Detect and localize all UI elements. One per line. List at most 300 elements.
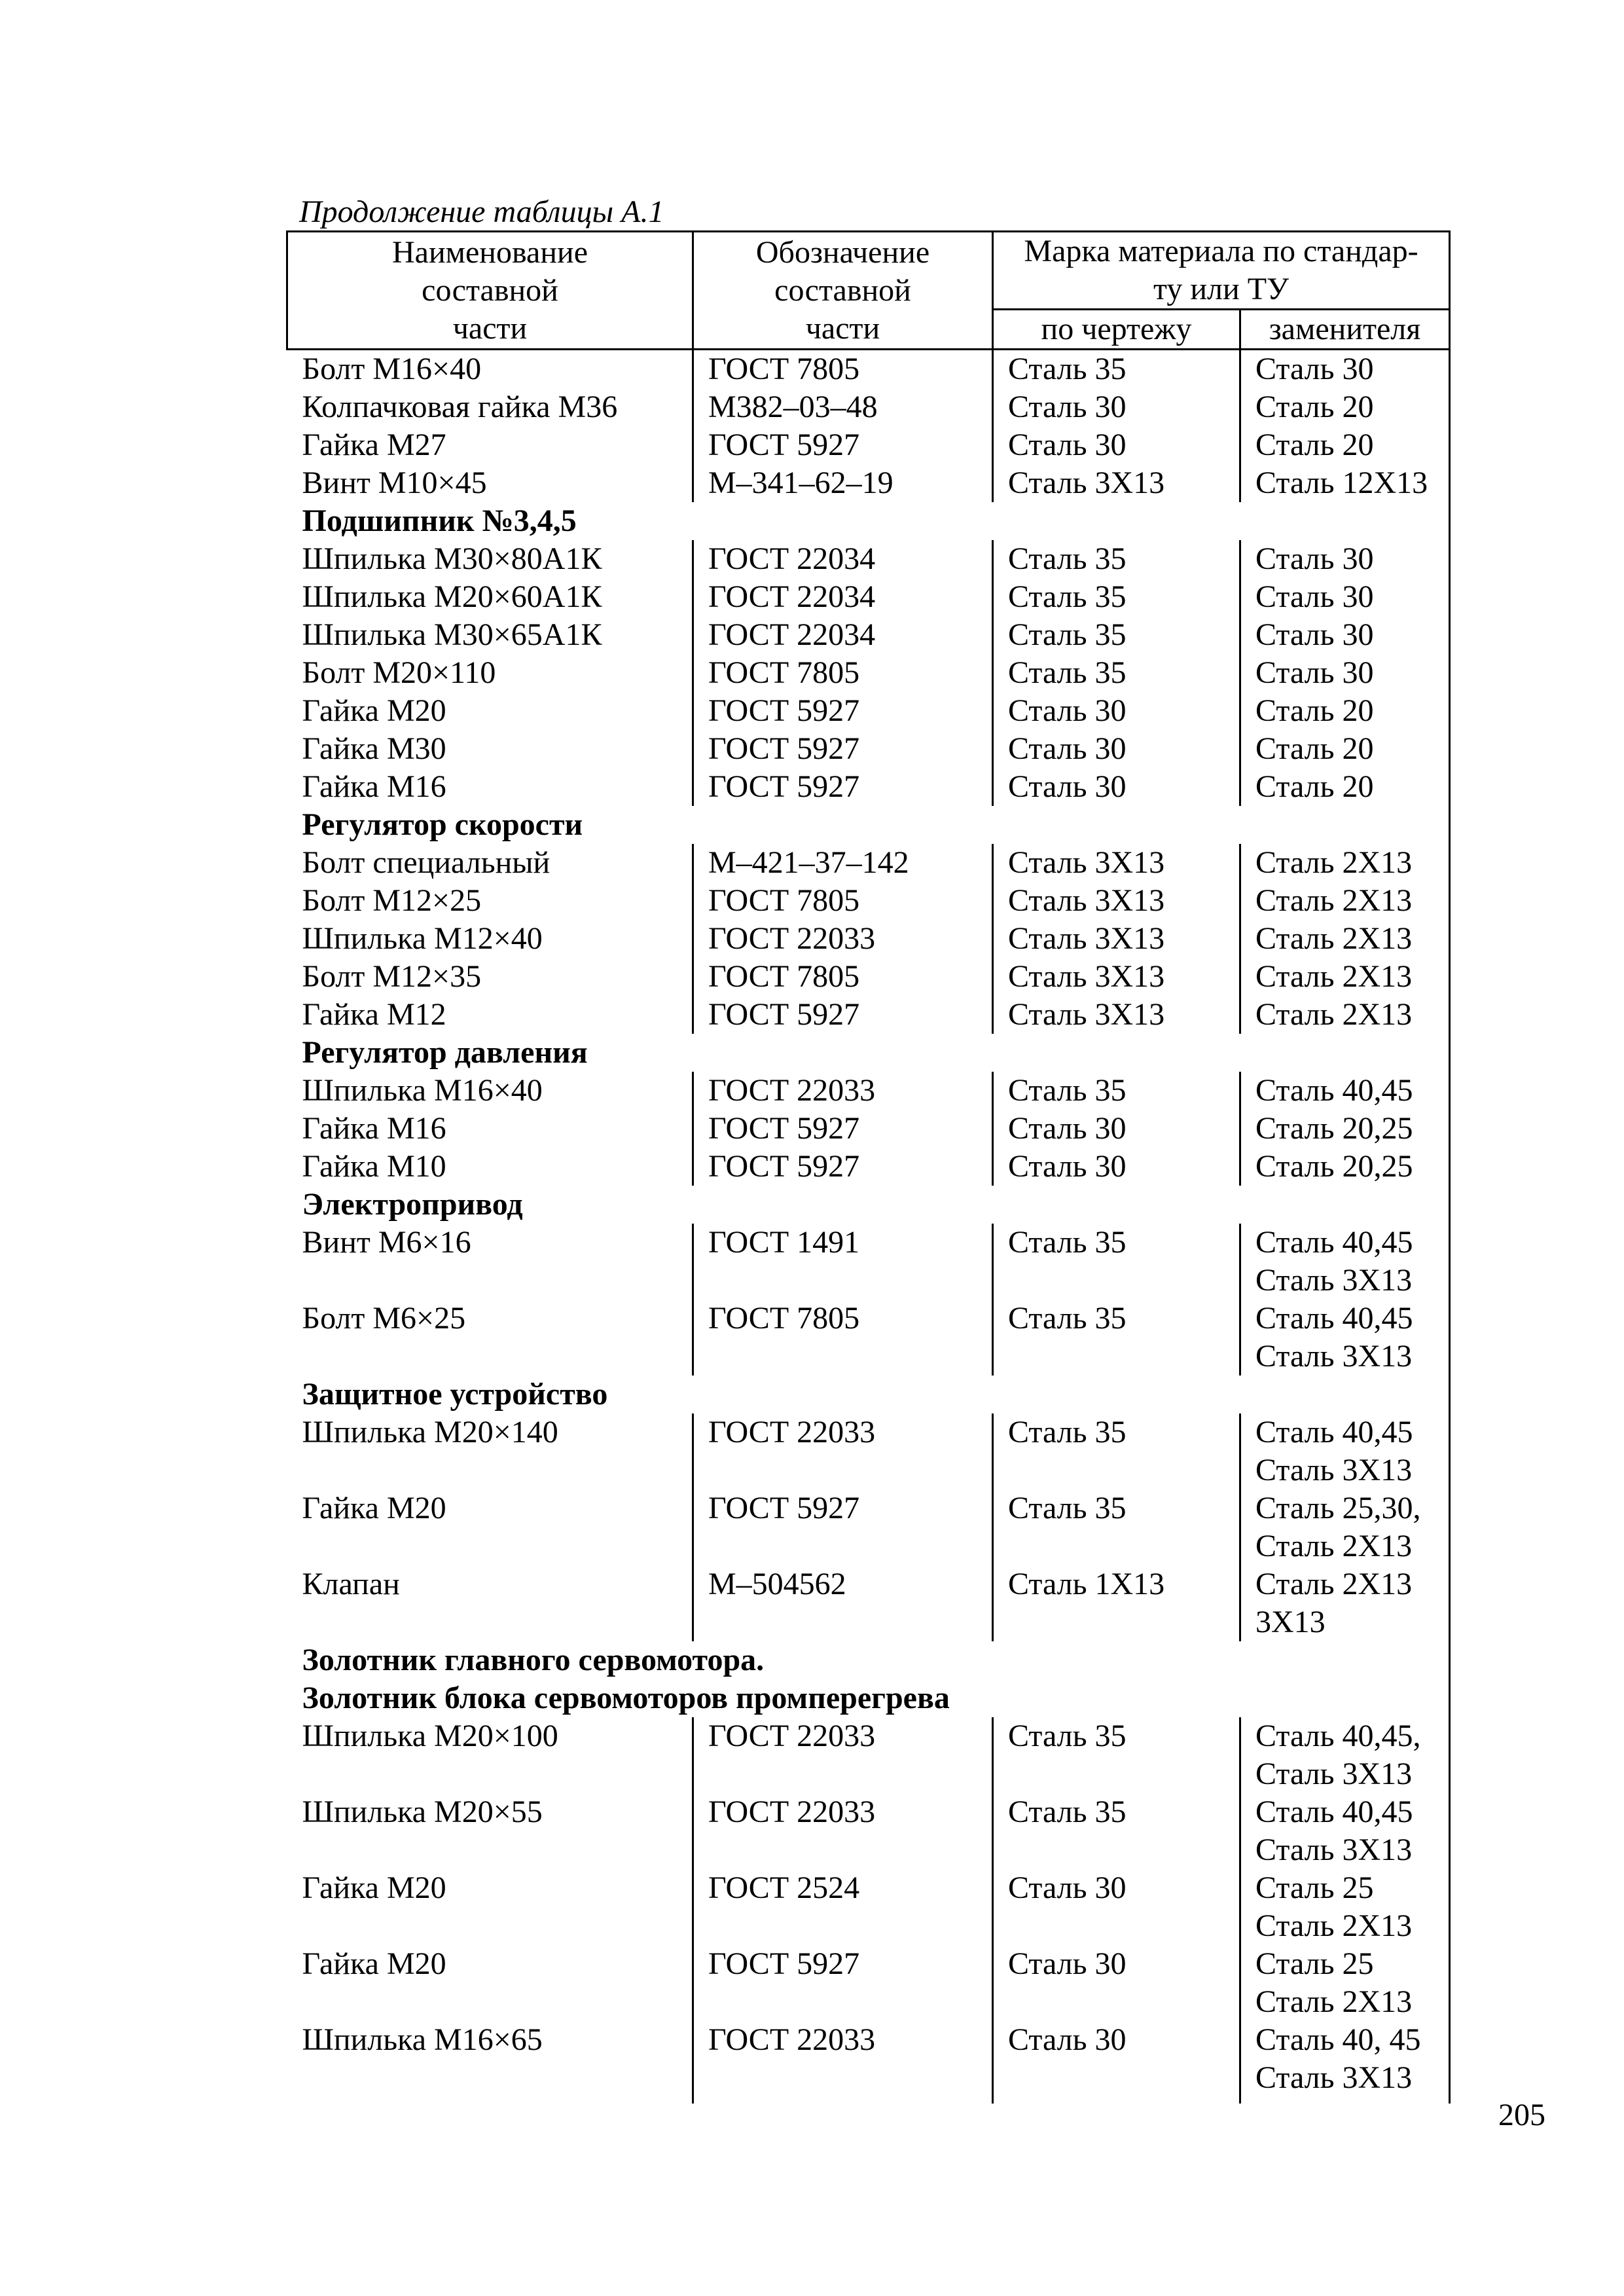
- designation-cell: [693, 2021, 993, 2097]
- material-drawing-cell: [993, 1869, 1240, 1945]
- material-drawing-cell: [993, 1110, 1240, 1148]
- designation-cell-text: М382–03–48: [708, 390, 878, 424]
- material-drawing-cell-text: Сталь 30: [1008, 2022, 1127, 2057]
- part-name-cell-text: Гайка М20: [302, 1946, 446, 1981]
- spacer-cell: [1240, 2097, 1450, 2104]
- material-drawing-cell-text: Сталь 3Х13: [1008, 465, 1165, 500]
- section-title: Золотник блока сервомоторов промперегрева: [302, 1681, 950, 1715]
- part-name-cell: [287, 958, 693, 996]
- part-name-cell-text: Болт М16×40: [302, 352, 482, 386]
- table-row: [287, 768, 1450, 806]
- material-drawing-cell: [993, 540, 1240, 578]
- material-substitute-cell-text-2: Сталь 3Х13: [1255, 1263, 1413, 1298]
- material-substitute-cell-text: Сталь 30: [1255, 352, 1374, 386]
- material-drawing-cell: [993, 1945, 1240, 2021]
- designation-cell-text: ГОСТ 22034: [708, 579, 876, 614]
- header-designation: [693, 232, 993, 350]
- designation-cell-text: ГОСТ 22033: [708, 1073, 876, 1108]
- designation-cell-text: ГОСТ 22034: [708, 617, 876, 652]
- table-row: [287, 464, 1450, 502]
- part-name-cell-text: Гайка М12: [302, 997, 446, 1032]
- material-substitute-cell-text: Сталь 30: [1255, 579, 1374, 614]
- table-row: [287, 350, 1450, 389]
- designation-cell-text: ГОСТ 5927: [708, 731, 860, 766]
- section-empty-cell: [1240, 1034, 1450, 1072]
- material-drawing-cell-text: Сталь 3Х13: [1008, 883, 1165, 918]
- table-row: [287, 578, 1450, 616]
- part-name-cell-text: Болт М20×110: [302, 655, 496, 690]
- material-substitute-cell-text: Сталь 2Х13: [1255, 959, 1413, 994]
- material-substitute-cell-text-2: Сталь 3Х13: [1255, 1339, 1413, 1374]
- part-name-cell-text: Клапан: [302, 1567, 400, 1601]
- header-material: [993, 232, 1450, 310]
- designation-cell: [693, 1489, 993, 1565]
- designation-cell-text: ГОСТ 5927: [708, 693, 860, 728]
- material-drawing-cell: [993, 1224, 1240, 1300]
- material-substitute-cell: [1240, 996, 1450, 1034]
- spacer-cell: [287, 2097, 693, 2104]
- material-drawing-cell-text: Сталь 35: [1008, 1301, 1127, 1336]
- material-substitute-cell-text-2: 3Х13: [1255, 1605, 1326, 1639]
- section-empty-cell: [1240, 502, 1450, 540]
- designation-cell-text: ГОСТ 22033: [708, 1415, 876, 1449]
- table-row: [287, 730, 1450, 768]
- material-substitute-cell: [1240, 730, 1450, 768]
- section-row: [287, 1034, 1450, 1072]
- material-substitute-cell: [1240, 464, 1450, 502]
- designation-cell-text: ГОСТ 5927: [708, 997, 860, 1032]
- material-drawing-cell: [993, 692, 1240, 730]
- part-name-cell: [287, 1224, 693, 1300]
- table-bottom-spacer: [287, 2097, 1450, 2104]
- spacer-cell: [693, 2097, 993, 2104]
- part-name-cell: [287, 730, 693, 768]
- material-substitute-cell: [1240, 1793, 1450, 1869]
- material-drawing-cell: [993, 616, 1240, 654]
- material-drawing-cell-text: Сталь 30: [1008, 390, 1127, 424]
- material-substitute-cell-text: Сталь 12Х13: [1255, 465, 1428, 500]
- designation-cell: [693, 1793, 993, 1869]
- part-name-cell-text: Гайка М10: [302, 1149, 446, 1184]
- header-name-line: Наименование: [391, 234, 588, 270]
- part-name-cell-text: Шпилька М30×65А1К: [302, 617, 602, 652]
- material-substitute-cell-text: Сталь 2Х13: [1255, 1567, 1413, 1601]
- material-substitute-cell: [1240, 350, 1450, 389]
- section-row: [287, 1679, 1450, 1717]
- material-drawing-cell: [993, 654, 1240, 692]
- material-drawing-cell: [993, 1072, 1240, 1110]
- material-drawing-cell: [993, 958, 1240, 996]
- material-drawing-cell-text: Сталь 35: [1008, 1491, 1127, 1525]
- table-row: [287, 654, 1450, 692]
- material-drawing-cell: [993, 844, 1240, 882]
- designation-cell: [693, 730, 993, 768]
- material-substitute-cell: [1240, 1565, 1450, 1641]
- part-name-cell: [287, 1072, 693, 1110]
- part-name-cell: [287, 692, 693, 730]
- material-substitute-cell: [1240, 1110, 1450, 1148]
- header-designation-line: Обозначение: [755, 234, 930, 270]
- table-header: [287, 232, 1450, 350]
- designation-cell-text: ГОСТ 1491: [708, 1225, 860, 1260]
- section-empty-cell: [1240, 806, 1450, 844]
- material-substitute-cell: [1240, 1072, 1450, 1110]
- material-drawing-cell: [993, 1148, 1240, 1186]
- section-empty-cell: [1240, 1679, 1450, 1717]
- material-drawing-cell-text: Сталь 35: [1008, 617, 1127, 652]
- table-row: [287, 1869, 1450, 1945]
- designation-cell-text: ГОСТ 22034: [708, 541, 876, 576]
- part-name-cell-text: Гайка М27: [302, 428, 446, 462]
- table-row: [287, 1489, 1450, 1565]
- material-substitute-cell-text-2: Сталь 2Х13: [1255, 1984, 1413, 2019]
- part-name-cell: [287, 768, 693, 806]
- table-row: [287, 616, 1450, 654]
- section-row: [287, 1641, 1450, 1679]
- material-substitute-cell: [1240, 882, 1450, 920]
- part-name-cell-text: Шпилька М20×100: [302, 1719, 558, 1753]
- part-name-cell-text: Болт М12×25: [302, 883, 482, 918]
- table-row: [287, 2021, 1450, 2097]
- header-name: [287, 232, 693, 350]
- material-drawing-cell-text: Сталь 30: [1008, 769, 1127, 804]
- material-drawing-cell-text: Сталь 35: [1008, 541, 1127, 576]
- material-substitute-cell-text: Сталь 20: [1255, 693, 1374, 728]
- material-drawing-cell: [993, 1489, 1240, 1565]
- material-drawing-cell: [993, 730, 1240, 768]
- table-row: [287, 540, 1450, 578]
- designation-cell: [693, 882, 993, 920]
- designation-cell: [693, 1717, 993, 1793]
- designation-cell-text: ГОСТ 22033: [708, 921, 876, 956]
- header-material-line: ту или ТУ: [1153, 272, 1289, 306]
- material-substitute-cell-text-2: Сталь 3Х13: [1255, 1757, 1413, 1791]
- section-title: Золотник главного сервомотора.: [302, 1643, 765, 1677]
- designation-cell: [693, 1565, 993, 1641]
- designation-cell-text: ГОСТ 7805: [708, 1301, 860, 1336]
- part-name-cell-text: Винт М6×16: [302, 1225, 471, 1260]
- material-substitute-cell: [1240, 844, 1450, 882]
- material-substitute-cell: [1240, 654, 1450, 692]
- part-name-cell: [287, 1945, 693, 2021]
- material-substitute-cell: [1240, 1300, 1450, 1376]
- header-name-line: части: [452, 310, 528, 346]
- material-substitute-cell-text: Сталь 25: [1255, 1870, 1374, 1905]
- material-substitute-cell: [1240, 616, 1450, 654]
- section-row: [287, 1376, 1450, 1413]
- material-drawing-cell-text: Сталь 30: [1008, 1870, 1127, 1905]
- designation-cell: [693, 1300, 993, 1376]
- part-name-cell-text: Винт М10×45: [302, 465, 487, 500]
- part-name-cell-text: Гайка М20: [302, 693, 446, 728]
- part-name-cell-text: Болт М6×25: [302, 1301, 466, 1336]
- part-name-cell: [287, 1793, 693, 1869]
- table-row: [287, 1224, 1450, 1300]
- part-name-cell: [287, 1148, 693, 1186]
- material-substitute-cell-text: Сталь 30: [1255, 617, 1374, 652]
- table-row: [287, 844, 1450, 882]
- material-substitute-cell: [1240, 578, 1450, 616]
- designation-cell-text: ГОСТ 22033: [708, 2022, 876, 2057]
- part-name-cell: [287, 426, 693, 464]
- material-drawing-cell: [993, 464, 1240, 502]
- header-by-drawing: по чертежу: [993, 310, 1240, 350]
- designation-cell: [693, 1869, 993, 1945]
- designation-cell: [693, 1224, 993, 1300]
- designation-cell-text: ГОСТ 7805: [708, 959, 860, 994]
- table-row: [287, 882, 1450, 920]
- material-substitute-cell-text: Сталь 25,30,: [1255, 1491, 1421, 1525]
- material-substitute-cell-text-2: Сталь 2Х13: [1255, 1908, 1413, 1943]
- material-substitute-cell-text: Сталь 20: [1255, 428, 1374, 462]
- page-number: 205: [1498, 2098, 1545, 2132]
- designation-cell-text: ГОСТ 5927: [708, 1149, 860, 1184]
- section-title: Регулятор скорости: [302, 807, 583, 842]
- part-name-cell: [287, 2021, 693, 2097]
- table-row: [287, 1110, 1450, 1148]
- material-drawing-cell: [993, 578, 1240, 616]
- designation-cell: [693, 1413, 993, 1489]
- material-drawing-cell: [993, 388, 1240, 426]
- part-name-cell: [287, 464, 693, 502]
- part-name-cell: [287, 654, 693, 692]
- part-name-cell: [287, 996, 693, 1034]
- material-drawing-cell: [993, 1413, 1240, 1489]
- table-body: [287, 350, 1450, 2104]
- designation-cell: [693, 1110, 993, 1148]
- material-substitute-cell-text: Сталь 40, 45: [1255, 2022, 1421, 2057]
- designation-cell: [693, 464, 993, 502]
- material-drawing-cell: [993, 996, 1240, 1034]
- material-drawing-cell: [993, 350, 1240, 389]
- part-name-cell: [287, 350, 693, 389]
- header-material-line: Марка материала по стандар-: [1024, 234, 1418, 268]
- material-substitute-cell: [1240, 1224, 1450, 1300]
- material-drawing-cell-text: Сталь 3Х13: [1008, 845, 1165, 880]
- material-substitute-cell-text: Сталь 40,45: [1255, 1795, 1413, 1829]
- table-row: [287, 1945, 1450, 2021]
- designation-cell-text: ГОСТ 5927: [708, 1111, 860, 1146]
- designation-cell: [693, 1148, 993, 1186]
- designation-cell-text: М–341–62–19: [708, 465, 893, 500]
- material-substitute-cell: [1240, 920, 1450, 958]
- material-substitute-cell-text-2: Сталь 3Х13: [1255, 2060, 1413, 2095]
- part-name-cell: [287, 1413, 693, 1489]
- designation-cell: [693, 540, 993, 578]
- material-substitute-cell-text-2: Сталь 3Х13: [1255, 1453, 1413, 1487]
- material-drawing-cell-text: Сталь 30: [1008, 1111, 1127, 1146]
- material-substitute-cell: [1240, 1869, 1450, 1945]
- part-name-cell-text: Колпачковая гайка М36: [302, 390, 618, 424]
- material-substitute-cell-text: Сталь 40,45,: [1255, 1719, 1421, 1753]
- designation-cell-text: ГОСТ 5927: [708, 1946, 860, 1981]
- part-name-cell-text: Гайка М16: [302, 1111, 446, 1146]
- part-name-cell: [287, 1869, 693, 1945]
- material-drawing-cell-text: Сталь 35: [1008, 1073, 1127, 1108]
- part-name-cell: [287, 540, 693, 578]
- table-row: [287, 1565, 1450, 1641]
- material-drawing-cell-text: Сталь 35: [1008, 352, 1127, 386]
- material-substitute-cell-text: Сталь 20,25: [1255, 1149, 1413, 1184]
- material-drawing-cell-text: Сталь 35: [1008, 1719, 1127, 1753]
- designation-cell: [693, 768, 993, 806]
- header-substitute: заменителя: [1240, 310, 1450, 350]
- table-caption: Продолжение таблицы А.1: [299, 194, 664, 229]
- material-drawing-cell: [993, 768, 1240, 806]
- designation-cell-text: ГОСТ 22033: [708, 1719, 876, 1753]
- material-drawing-cell: [993, 920, 1240, 958]
- part-name-cell: [287, 1717, 693, 1793]
- material-drawing-cell: [993, 1565, 1240, 1641]
- material-substitute-cell: [1240, 1945, 1450, 2021]
- material-substitute-cell: [1240, 426, 1450, 464]
- material-drawing-cell: [993, 1300, 1240, 1376]
- material-drawing-cell-text: Сталь 35: [1008, 1225, 1127, 1260]
- part-name-cell-text: Болт специальный: [302, 845, 550, 880]
- designation-cell: [693, 426, 993, 464]
- material-drawing-cell-text: Сталь 35: [1008, 1795, 1127, 1829]
- designation-cell: [693, 616, 993, 654]
- material-drawing-cell: [993, 2021, 1240, 2097]
- table-row: [287, 1793, 1450, 1869]
- section-row: [287, 1186, 1450, 1224]
- material-substitute-cell: [1240, 540, 1450, 578]
- material-drawing-cell-text: Сталь 30: [1008, 428, 1127, 462]
- material-substitute-cell-text: Сталь 30: [1255, 541, 1374, 576]
- designation-cell: [693, 1072, 993, 1110]
- table-row: [287, 1072, 1450, 1110]
- table-row: [287, 1148, 1450, 1186]
- designation-cell: [693, 844, 993, 882]
- material-drawing-cell: [993, 426, 1240, 464]
- designation-cell-text: ГОСТ 22033: [708, 1795, 876, 1829]
- designation-cell: [693, 958, 993, 996]
- designation-cell-text: ГОСТ 7805: [708, 655, 860, 690]
- material-substitute-cell: [1240, 388, 1450, 426]
- part-name-cell: [287, 882, 693, 920]
- material-substitute-cell-text: Сталь 2Х13: [1255, 883, 1413, 918]
- material-substitute-cell-text: Сталь 20: [1255, 769, 1374, 804]
- part-name-cell-text: Шпилька М20×140: [302, 1415, 558, 1449]
- designation-cell-text: ГОСТ 5927: [708, 769, 860, 804]
- table-row: [287, 958, 1450, 996]
- table-row: [287, 996, 1450, 1034]
- section-row: [287, 502, 1450, 540]
- table-row: [287, 1717, 1450, 1793]
- material-substitute-cell-text: Сталь 20: [1255, 731, 1374, 766]
- designation-cell-text: М–504562: [708, 1567, 846, 1601]
- table-row: [287, 920, 1450, 958]
- material-substitute-cell-text: Сталь 40,45: [1255, 1225, 1413, 1260]
- part-name-cell: [287, 1110, 693, 1148]
- material-substitute-cell-text: Сталь 40,45: [1255, 1301, 1413, 1336]
- part-name-cell-text: Гайка М16: [302, 769, 446, 804]
- material-substitute-cell-text: Сталь 30: [1255, 655, 1374, 690]
- material-drawing-cell-text: Сталь 30: [1008, 1946, 1127, 1981]
- designation-cell-text: ГОСТ 7805: [708, 352, 860, 386]
- material-drawing-cell: [993, 1793, 1240, 1869]
- section-empty-cell: [1240, 1376, 1450, 1413]
- designation-cell-text: М–421–37–142: [708, 845, 909, 880]
- materials-table: [286, 230, 1451, 2104]
- part-name-cell-text: Болт М12×35: [302, 959, 482, 994]
- header-designation-line: составной: [774, 272, 911, 308]
- material-substitute-cell: [1240, 1489, 1450, 1565]
- designation-cell-text: ГОСТ 5927: [708, 428, 860, 462]
- material-drawing-cell-text: Сталь 3Х13: [1008, 959, 1165, 994]
- material-substitute-cell-text: Сталь 40,45: [1255, 1415, 1413, 1449]
- part-name-cell-text: Гайка М30: [302, 731, 446, 766]
- section-empty-cell: [1240, 1641, 1450, 1679]
- material-drawing-cell-text: Сталь 1Х13: [1008, 1567, 1165, 1601]
- part-name-cell-text: Шпилька М20×60А1К: [302, 579, 602, 614]
- part-name-cell-text: Шпилька М20×55: [302, 1795, 543, 1829]
- designation-cell: [693, 654, 993, 692]
- material-substitute-cell-text: Сталь 2Х13: [1255, 921, 1413, 956]
- material-drawing-cell-text: Сталь 30: [1008, 693, 1127, 728]
- designation-cell-text: ГОСТ 7805: [708, 883, 860, 918]
- material-substitute-cell-text-2: Сталь 3Х13: [1255, 1832, 1413, 1867]
- material-substitute-cell: [1240, 1717, 1450, 1793]
- material-substitute-cell: [1240, 2021, 1450, 2097]
- table-row: [287, 692, 1450, 730]
- part-name-cell: [287, 920, 693, 958]
- designation-cell: [693, 350, 993, 389]
- material-substitute-cell: [1240, 1413, 1450, 1489]
- designation-cell-text: ГОСТ 5927: [708, 1491, 860, 1525]
- table-row: [287, 1300, 1450, 1376]
- designation-cell: [693, 996, 993, 1034]
- part-name-cell-text: Гайка М20: [302, 1491, 446, 1525]
- material-substitute-cell-text: Сталь 40,45: [1255, 1073, 1413, 1108]
- material-drawing-cell: [993, 1717, 1240, 1793]
- part-name-cell: [287, 578, 693, 616]
- table-row: [287, 426, 1450, 464]
- part-name-cell-text: Шпилька М16×40: [302, 1073, 543, 1108]
- table-row: [287, 1413, 1450, 1489]
- material-substitute-cell-text: Сталь 2Х13: [1255, 997, 1413, 1032]
- part-name-cell-text: Гайка М20: [302, 1870, 446, 1905]
- part-name-cell: [287, 388, 693, 426]
- material-substitute-cell-text: Сталь 20: [1255, 390, 1374, 424]
- part-name-cell-text: Шпилька М16×65: [302, 2022, 543, 2057]
- part-name-cell: [287, 844, 693, 882]
- material-drawing-cell-text: Сталь 3Х13: [1008, 997, 1165, 1032]
- section-title: Защитное устройство: [302, 1377, 608, 1412]
- part-name-cell: [287, 616, 693, 654]
- table-row: [287, 388, 1450, 426]
- designation-cell: [693, 920, 993, 958]
- spacer-cell: [993, 2097, 1240, 2104]
- material-drawing-cell-text: Сталь 30: [1008, 1149, 1127, 1184]
- designation-cell: [693, 692, 993, 730]
- material-substitute-cell-text: Сталь 20,25: [1255, 1111, 1413, 1146]
- material-substitute-cell-text-2: Сталь 2Х13: [1255, 1529, 1413, 1563]
- part-name-cell: [287, 1489, 693, 1565]
- header-name-line: составной: [422, 272, 558, 308]
- designation-cell: [693, 388, 993, 426]
- section-title: Подшипник №3,4,5: [302, 503, 577, 538]
- material-substitute-cell: [1240, 958, 1450, 996]
- section-title: Регулятор давления: [302, 1035, 588, 1070]
- material-substitute-cell-text: Сталь 2Х13: [1255, 845, 1413, 880]
- material-drawing-cell-text: Сталь 35: [1008, 579, 1127, 614]
- part-name-cell: [287, 1300, 693, 1376]
- material-drawing-cell-text: Сталь 35: [1008, 1415, 1127, 1449]
- material-drawing-cell-text: Сталь 35: [1008, 655, 1127, 690]
- header-designation-line: части: [805, 310, 880, 346]
- material-substitute-cell: [1240, 768, 1450, 806]
